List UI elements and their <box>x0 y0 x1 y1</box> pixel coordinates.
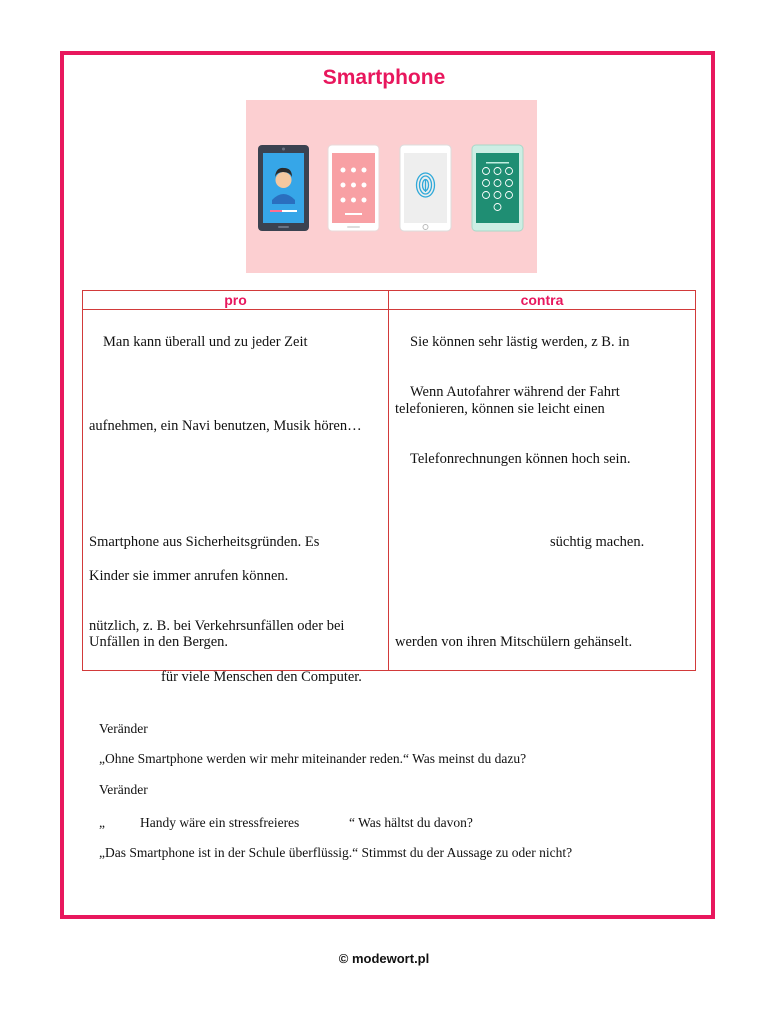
pro-contra-table <box>82 290 696 685</box>
contra-line: werden von ihren Mitschülern gehänselt. <box>395 634 633 650</box>
footer-copyright: © modewort.pl <box>338 951 430 966</box>
contra-line: süchtig machen. <box>550 534 645 550</box>
question-line: „ <box>99 815 105 830</box>
question-line: Veränder <box>99 782 148 797</box>
question-line: „Das Smartphone ist in der Schule überflüssig.“ Stimmst du der Aussage zu oder nicht? <box>99 845 573 860</box>
pro-line: für viele Menschen den Computer. <box>161 669 362 685</box>
fingerprint-phone-icon <box>400 145 451 231</box>
contra-line: Wenn Autofahrer während der Fahrt <box>410 384 620 400</box>
question-line: Handy wäre ein stressfreieres <box>140 815 300 830</box>
pro-line: aufnehmen, ein Navi benutzen, Musik hören… <box>89 418 362 434</box>
pro-line: Kinder sie immer anrufen können. <box>89 568 289 584</box>
pro-column <box>83 310 389 685</box>
contra-line: Sie können sehr lästig werden, z B. in <box>410 334 630 350</box>
page-title: Smartphone <box>322 66 446 89</box>
contra-column <box>389 310 696 671</box>
contra-line: telefonieren, können sie leicht einen <box>395 401 605 417</box>
smartphones-illustration <box>246 100 537 273</box>
question-line: “ Was hältst du davon? <box>349 815 473 830</box>
pro-line: Man kann überall und zu jeder Zeit <box>103 334 308 350</box>
header-pro: pro <box>83 291 389 310</box>
pro-line: Unfällen in den Bergen. <box>89 634 229 650</box>
pin-code-phone-icon <box>472 145 523 231</box>
header-contra: contra <box>389 291 696 310</box>
pro-line: Smartphone aus Sicherheitsgründen. Es <box>89 534 320 550</box>
pro-line: nützlich, z. B. bei Verkehrsunfällen oder bei <box>89 618 345 634</box>
question-line: Veränder <box>99 721 148 736</box>
pattern-lock-phone-icon <box>328 145 379 231</box>
question-line: „Ohne Smartphone werden wir mehr miteinander reden.“ Was meinst du dazu? <box>99 751 527 766</box>
contra-line: Telefonrechnungen können hoch sein. <box>410 451 631 467</box>
face-id-phone-icon <box>258 145 309 231</box>
